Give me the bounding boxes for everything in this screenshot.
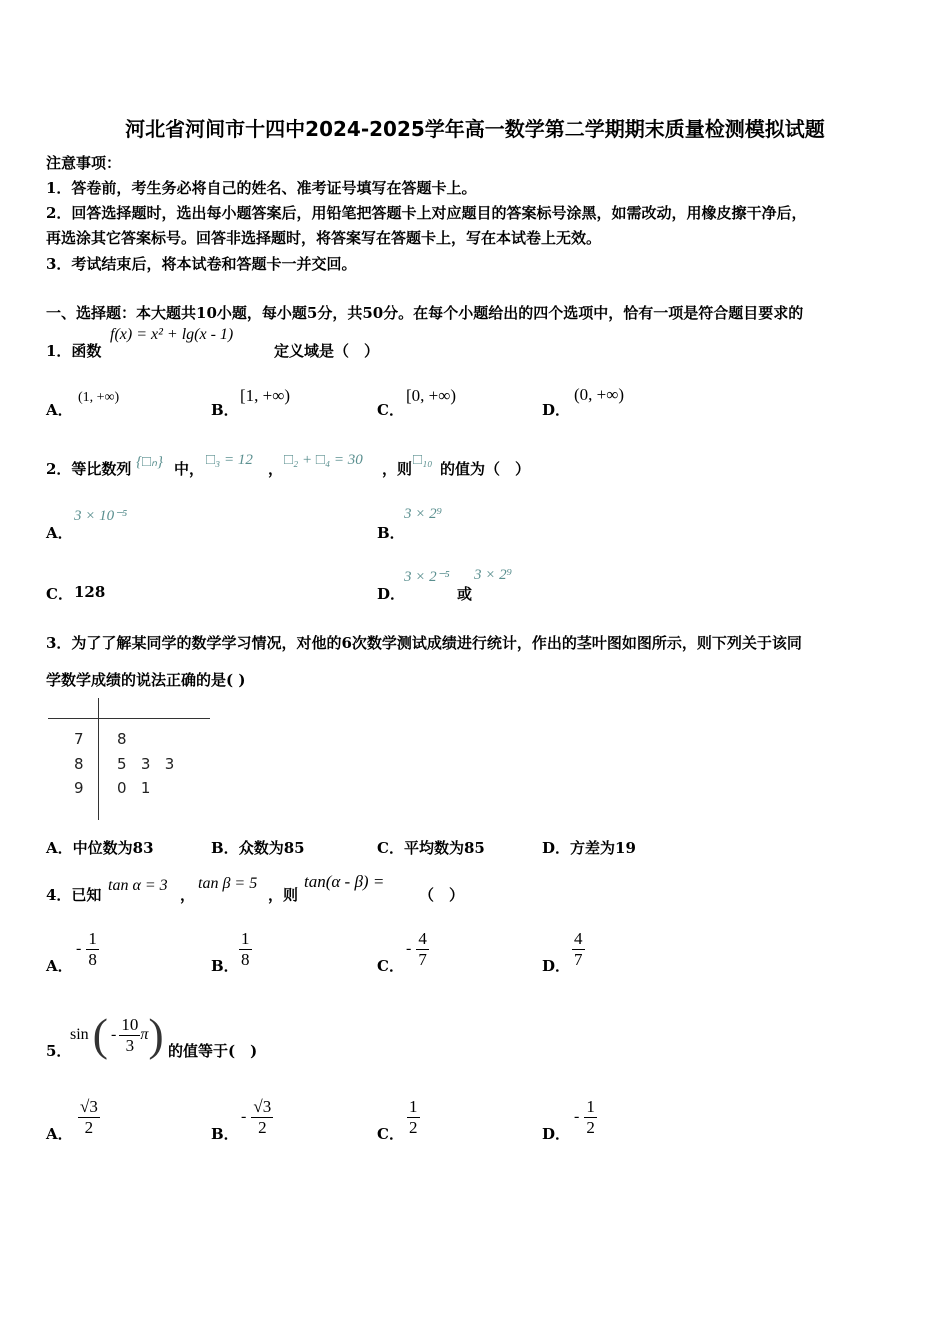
q1-expression: f(x) = x² + lg(x - 1) <box>110 326 234 343</box>
notice-item-3: 3．考试结束后，将本试卷和答题卡一并交回。 <box>46 255 357 273</box>
q3-option-b: B．众数为85 <box>211 839 305 857</box>
q5-expression: sin ( - $\frac{10}{3}$ π ) <box>70 1009 164 1060</box>
stem-leaf-horizontal-rule <box>48 718 210 719</box>
section-heading: 一、选择题：本大题共10小题，每小题5分，共50分。在每个小题给出的四个选项中，恰有一项是符合题目要求的 <box>46 304 804 322</box>
q4-expression: tan(α - β) = <box>304 872 385 891</box>
leaf-values: 0 1 <box>117 779 151 797</box>
q4-condition-2: tan β = 5 <box>198 875 258 892</box>
q4-option-b-value: $\frac{1}{8}$ <box>241 929 250 969</box>
notice-item-1: 1．答卷前，考生务必将自己的姓名、准考证号填写在答题卡上。 <box>46 179 477 197</box>
q2-comma: ， <box>268 460 284 478</box>
q2-text-zhong: 中， <box>174 460 205 478</box>
stem-leaf-diagram <box>48 698 212 820</box>
q2-condition-1: □₃ = 12 <box>206 452 253 468</box>
q3-line-2: 学数学成绩的说法正确的是( ) <box>46 671 246 689</box>
q2-option-a-value: 3 × 10⁻⁵ <box>74 508 128 524</box>
q1-option-b-label: B． <box>211 401 239 419</box>
stem-leaf-vertical-rule <box>98 698 99 820</box>
q5-option-b-label: B． <box>211 1125 239 1143</box>
q5-number: 5． <box>46 1042 72 1060</box>
notice-item-2: 2．回答选择题时，选出每小题答案后，用铅笔把答题卡上对应题目的答案标号涂黑，如需改动，用橡皮擦干净后， <box>46 204 807 222</box>
q3-option-c: C．平均数为85 <box>377 839 485 857</box>
q4-tail: （ ） <box>419 886 465 904</box>
q4-condition-1: tan α = 3 <box>108 877 168 894</box>
q2-option-d-value-2: 3 × 2⁹ <box>474 567 512 583</box>
q1-option-a-value: (1, +∞) <box>78 390 120 405</box>
q2-number: 2．等比数列 <box>46 460 132 478</box>
q2-target: □₁₀ <box>413 452 433 468</box>
q5-option-c-value: $\frac{1}{2}$ <box>409 1097 418 1137</box>
q4-option-d-label: D． <box>542 957 571 975</box>
q4-comma: ， <box>180 886 196 904</box>
q4-option-a-value: - $\frac{1}{8}$ <box>76 929 97 969</box>
q1-tail: 定义域是（ ） <box>274 342 380 360</box>
stem-value: 7 <box>74 730 84 748</box>
q2-option-b-label: B． <box>377 524 405 542</box>
q5-option-a-label: A． <box>46 1125 73 1143</box>
q5-option-d-value: - $\frac{1}{2}$ <box>574 1097 595 1137</box>
q4-option-d-value: $\frac{4}{7}$ <box>574 929 583 969</box>
q4-number: 4．已知 <box>46 886 102 904</box>
stem-value: 8 <box>74 755 84 773</box>
notice-heading: 注意事项： <box>46 154 122 172</box>
page-title: 河北省河间市十四中2024-2025学年高一数学第二学期期末质量检测模拟试题 <box>125 117 825 141</box>
q2-option-d-or: 或 <box>457 585 473 603</box>
q3-line-1: 3．为了了解某同学的数学学习情况，对他的6次数学测试成绩进行统计，作出的茎叶图如图所示，则下列关于该同 <box>46 634 802 652</box>
q2-option-a-label: A． <box>46 524 73 542</box>
q5-option-a-value: $\frac{√3}{2}$ <box>80 1097 98 1137</box>
q4-option-c-label: C． <box>377 957 404 975</box>
q5-option-b-value: - $\frac{√3}{2}$ <box>241 1097 272 1137</box>
q4-text-ze: ，则 <box>268 886 299 904</box>
q1-option-d-label: D． <box>542 401 571 419</box>
q1-option-d-value: (0, +∞) <box>574 385 625 404</box>
q2-text-ze: ，则 <box>382 460 413 478</box>
q2-tail: 的值为（ ） <box>440 460 531 478</box>
q3-option-d: D．方差为19 <box>542 839 636 857</box>
q2-sequence: {□ₙ} <box>136 454 164 470</box>
q1-number: 1．函数 <box>46 342 102 360</box>
q1-option-a-label: A． <box>46 401 73 419</box>
q4-option-c-value: - $\frac{4}{7}$ <box>406 929 427 969</box>
q5-tail: 的值等于( ) <box>168 1042 258 1060</box>
stem-value: 9 <box>74 779 84 797</box>
q2-option-d-label: D． <box>377 585 406 603</box>
q2-condition-2: □₂ + □₄ = 30 <box>284 452 363 468</box>
q2-option-c-label: C． <box>46 585 73 603</box>
q5-option-c-label: C． <box>377 1125 404 1143</box>
q5-option-d-label: D． <box>542 1125 571 1143</box>
q1-option-c-value: [0, +∞) <box>406 386 457 405</box>
notice-item-2-cont: 再选涂其它答案标号。回答非选择题时，将答案写在答题卡上，写在本试卷上无效。 <box>46 229 602 247</box>
q4-option-b-label: B． <box>211 957 239 975</box>
q1-option-c-label: C． <box>377 401 404 419</box>
leaf-values: 5 3 3 <box>117 755 175 773</box>
q4-option-a-label: A． <box>46 957 73 975</box>
leaf-values: 8 <box>117 730 127 748</box>
q3-option-a: A．中位数为83 <box>46 839 154 857</box>
q2-option-c-value: 128 <box>74 583 106 601</box>
q2-option-b-value: 3 × 2⁹ <box>404 506 442 522</box>
q1-option-b-value: [1, +∞) <box>240 386 291 405</box>
q2-option-d-value: 3 × 2⁻⁵ <box>404 569 450 585</box>
